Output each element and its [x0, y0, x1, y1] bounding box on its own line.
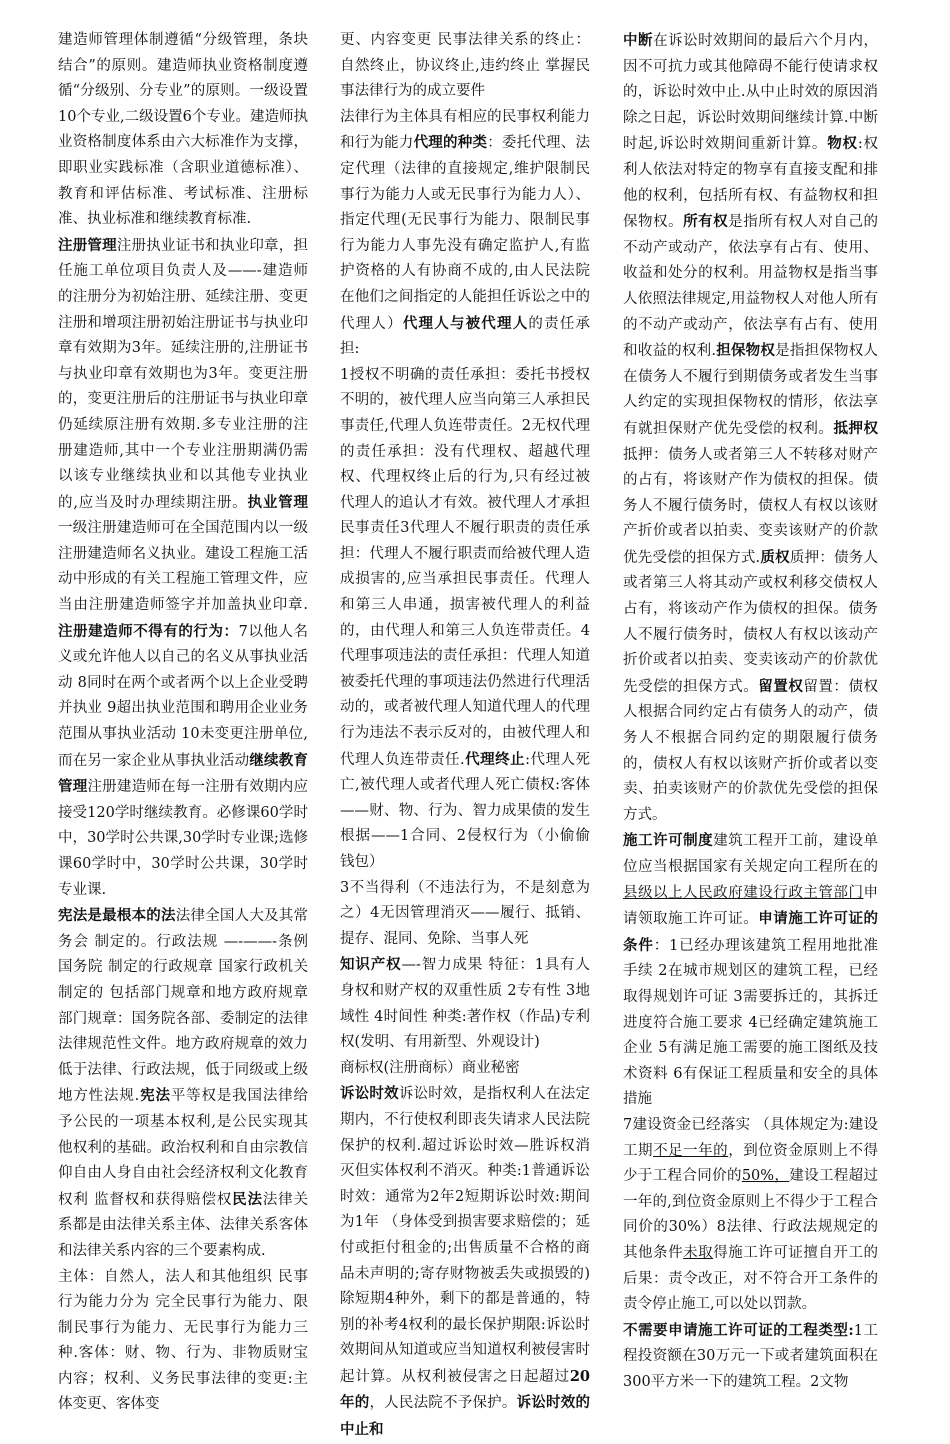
body-text: 注册建造师在每一注册有效期内应接受120学时继续教育。必修课60学时中，30学时公共课,30学时专业课;选修课60学时中，30学时公共课，30学时专业课.: [58, 779, 308, 898]
body-text: :权利人依法对特定的物享有直接支配和排他的权利，包括所有权、有益物权和担保物权。: [623, 136, 879, 231]
paragraph: [58, 233, 308, 903]
paragraph: [58, 28, 308, 233]
heading-term: 留置权: [758, 677, 804, 695]
paragraph: [340, 28, 590, 105]
body-text: :代理人死亡,被代理人或者代理人死亡债权:客体——财、物、行为、智力成果债的发生根据——1合同、2侵权行为（小偷偷钱包）: [340, 751, 590, 870]
heading-term: 物权: [827, 135, 858, 153]
heading-term: 20年的: [340, 1367, 590, 1412]
paragraph: [340, 363, 590, 876]
body-text: 是指担保物权人在债务人不履行到期债务或者发生当事人约定的实现担保物权的情形，依法享有就担保财产优先受偿的权利。: [623, 343, 879, 437]
body-text: 1授权不明确的责任承担：委托书授权不明的，被代理人应当向第三人承担民事责任,代理人负连带责任。2无权代理的责任承担：没有代理权、超越代理权、代理权终止后的行为,只有经过被代理人的追认才有效。被代理人才承担民事责任3代理人不履行职责的责任承担：代理人不履行职责而给被代理人造成损害的,应当承担民事责任。代理人和第三人串通，损害被代理人的利益的，由代理人和第三人负连带责任。4代理事项违法的责任承担：代理人知道被委托代理的事项违法仍然进行代理活动的，或者被代理人知道代理人的代理行为违法不表示反对的，由被代理人和代理人负连带责任.: [340, 366, 590, 768]
heading-term: 注册建造师不得有的行为：: [58, 622, 239, 640]
heading-term: 担保物权: [715, 342, 776, 360]
text-column-left: [58, 28, 308, 1418]
heading-term: 抵押权: [833, 419, 878, 437]
underlined-text: 不足一年的: [653, 1142, 729, 1159]
heading-term: 继续教育管理: [58, 751, 308, 796]
heading-term: 中断: [623, 32, 654, 49]
body-text: ：1已经办理该建筑工程用地批准手续 2在城市规划区的建筑工程，已经取得规划许可证 3需要拆迁的，其拆迁进度符合施工要求 4已经确定建筑施工企业 5有满足施工需要的施工图纸及技术资料 6有保证工程质量和安全的具体措施: [623, 937, 879, 1108]
body-text: —-智力成果 特征：1具有人身权和财产权的双重性质 2专有性 3地域性 4时间性 种类:著作权（作品)专利权(发明、有用新型、外观设计): [340, 957, 591, 1051]
body-text: 法律关系都是由法律关系主体、法律关系客体和法律关系内容的三个要素构成.: [58, 1191, 309, 1259]
body-text: 1工程投资额在30万元一下或者建筑面积在300平方米一下的建筑工程。2文物: [623, 1322, 878, 1390]
heading-term: 宪法是最根本的法: [58, 907, 176, 925]
paragraph: [340, 876, 590, 953]
body-text: ，人民法院不予保护。: [369, 1395, 517, 1412]
body-text: ，到位资金原则上不得少于工程合同价的: [623, 1142, 878, 1185]
underlined-text: 县级以上人民政府建设行政主管部门: [623, 884, 864, 901]
heading-term: 注册管理: [58, 236, 117, 254]
heading-term: 诉讼时效的中止和: [340, 1394, 590, 1439]
body-text: 抵押：债务人或者第三人不转移对财产的占有，将该财产作为债权的担保。债务人不履行债务时，债权人有权以该财产折价或者以拍卖、变卖该财产的价款优先受偿的担保方式.: [623, 446, 878, 566]
body-text: 建筑工程开工前，建设单位应当根据国家有关规定向工程所在的: [623, 833, 878, 875]
paragraph: [340, 1056, 590, 1082]
heading-term: 知识产权: [340, 956, 402, 974]
paragraph: [58, 903, 308, 1264]
body-text: 申请领取施工许可证。: [623, 884, 878, 928]
body-text: 建造师管理体制遵循“分级管理，条块结合”的原则。建造师执业资格制度遵循“分级别、分专业”的原则。一级设置10个专业,二级设置6个专业。建造师执业资格制度体系由六大标准作为支撑，即职业实践标准（含职业道德标准）、教育和评估标准、考试标准、注册标准、执业标准和继续教育标准.: [58, 32, 308, 228]
heading-term: 代理的种类: [413, 134, 488, 152]
body-text: 在诉讼时效期间的最后六个月内，因不可抗力或其他障碍不能行使请求权的，诉讼时效中止.从中止时效的原因消除之日起，诉讼时效期间继续计算.中断时起,诉讼时效期间重新计算。: [623, 33, 878, 153]
heading-term: 宪法: [139, 1087, 171, 1105]
paragraph: [340, 1081, 590, 1443]
body-text: 是指所有权人对自己的不动产或动产，依法享有占有、使用、收益和处分的权利。用益物权是指当事人依照法律规定,用益物权人对他人所有的不动产或动产，依法享有占有、使用和收益的权利.: [623, 214, 878, 360]
body-text: 留置：债权人根据合同约定占有债务人的动产，债务人不根据合同约定的期限履行债务的，债权人有权以该财产折价或者以变卖、拍卖该财产的价款优先受偿的担保方式。: [623, 678, 878, 823]
body-text: 主体：自然人，法人和其他组织 民事行为能力分为 完全民事行为能力、限制民事行为能力、无民事行为能力三种.客体：财、物、行为、非物质财宝内容；权利、义务民事法律的变更:主体变更、客体变: [58, 1268, 308, 1413]
paragraph: [58, 1265, 308, 1419]
heading-term: 执业管理: [247, 493, 309, 511]
body-text: ：委托代理、法定代理（法律的直接规定,维护限制民事行为能力人或无民事行为能力人）、指定代理(无民事行为能力、限制民事行为能力人事先没有确定监护人,有监护资格的人有协商不成的,由人民法院在他们之间指定的人能担任诉讼之中的代理人）: [340, 135, 590, 332]
paragraph: [623, 28, 878, 828]
body-text: 的责任承担:: [340, 315, 591, 358]
heading-term: 施工许可制度: [623, 832, 714, 850]
body-text: 3不当得利（不违法行为，不是刻意为之）4无因管理消灭——履行、抵销、提存、混同、免除、当事人死: [340, 879, 590, 947]
heading-term: 不需要申请施工许可证的工程类型:: [623, 1321, 854, 1339]
text-column-middle: [340, 28, 590, 1444]
heading-term: 民法: [232, 1190, 263, 1208]
body-text: 一级注册建造师可在全国范围内以一级注册建造师名义执业。建设工程施工活动中形成的有关工程施工管理文件，应当由注册建造师签字并加盖执业印章.: [58, 520, 308, 614]
body-text: 质押：债务人或者第三人将其动产或权利移交债权人占有，将该动产作为债权的担保。债务人不履行债务时，债权人有权以该动产折价或者以拍卖、变卖该动产的价款优先受偿的担保方式。: [623, 549, 879, 695]
body-text: 法律行为主体具有相应的民事权利能力和行为能力: [340, 108, 590, 152]
body-text: 平等权是我国法律给予公民的一项基本权利,是公民实现其他权利的基础。政治权利和自由宗教信仰自由人身自由社会经济权利文化教育权利 监督权和获得赔偿权: [58, 1088, 309, 1208]
underlined-text: 50%，: [741, 1168, 790, 1185]
body-text: 诉讼时效，是指权利人在法定期内，不行使权利即丧失请求人民法院保护的权利.超过诉讼时效—胜诉权消灭但实体权利不消灭。种类:1普通诉讼时效：通常为2年2短期诉讼时效:期间为1年 （身体受到损害要求赔偿的；延付或拒付租金的;出售质量不合格的商品未声明的;寄存财物被丢失或损毁的)除短期4种外，剩下的都是普通的，特别的补考4权利的最长保护期限:诉讼时效期间从知道或应当知道权利被侵害时起计算。从权利被侵害之日起超过: [340, 1086, 590, 1385]
text-column-right: [623, 28, 878, 1395]
body-text: 更、内容变更 民事法律关系的终止：自然终止，协议终止,违约终止 掌握民事法律行为的成立要件: [340, 32, 590, 100]
heading-term: 质权: [760, 548, 790, 566]
paragraph: [623, 828, 878, 1113]
heading-term: 代理终止: [464, 750, 526, 768]
heading-term: 代理人与被代理人: [402, 314, 529, 332]
body-text: 商标权(注册商标）商业秘密: [340, 1059, 520, 1076]
paragraph: [340, 952, 590, 1055]
body-text: 注册执业证书和执业印章，担任施工单位项目负责人及——-建造师的注册分为初始注册、延续注册、变更注册和增项注册初始注册证书与执业印章有效期为3年。延续注册的,注册证书与执业印章有效期也为3年。变更注册的，变更注册后的注册证书与执业印章仍延续原注册有效期.多专业注册的注册建造师,其中一个专业注册期满仍需以该专业继续执业和以其他专业执业的,应当及时办理续期注册。: [58, 237, 308, 511]
heading-term: 诉讼时效: [340, 1085, 399, 1103]
body-text: 法律全国人大及其常务会 制定的。行政法规 —-——-条例 国务院 制定的行政规章 国家行政机关制定的 包括部门规章和地方政府规章部门规章：国务院各部、委制定的法律法律规范性文件。地方政府规章的效力低于法律、行政法规，低于同级或上级地方性法规.: [58, 908, 308, 1105]
paragraph: [623, 1113, 878, 1318]
heading-term: 申请施工许可证的条件: [623, 910, 878, 954]
heading-term: 所有权: [683, 213, 729, 231]
body-text: 建设工程超过一年的,到位资金原则上不得少于工程合同价的30%）8法律、行政法规规定的其他条件: [623, 1168, 879, 1261]
body-text: 7以他人名义或允许他人以自己的名义从事执业活动 8同时在两个或者两个以上企业受聘并执业 9超出执业范围和聘用企业业务范围从事执业活动 10未变更注册单位,而在另一家企业从事执业活动: [58, 623, 308, 769]
body-text: 7建设资金已经落实 （具体规定为:建设工期: [623, 1116, 878, 1159]
paragraph: [340, 105, 590, 363]
underlined-text: 未取: [683, 1244, 714, 1261]
paragraph: [623, 1318, 878, 1396]
body-text: 得施工许可证擅自开工的后果：责令改正，对不符合开工条件的责令停止施工,可以处以罚款。: [623, 1244, 878, 1313]
